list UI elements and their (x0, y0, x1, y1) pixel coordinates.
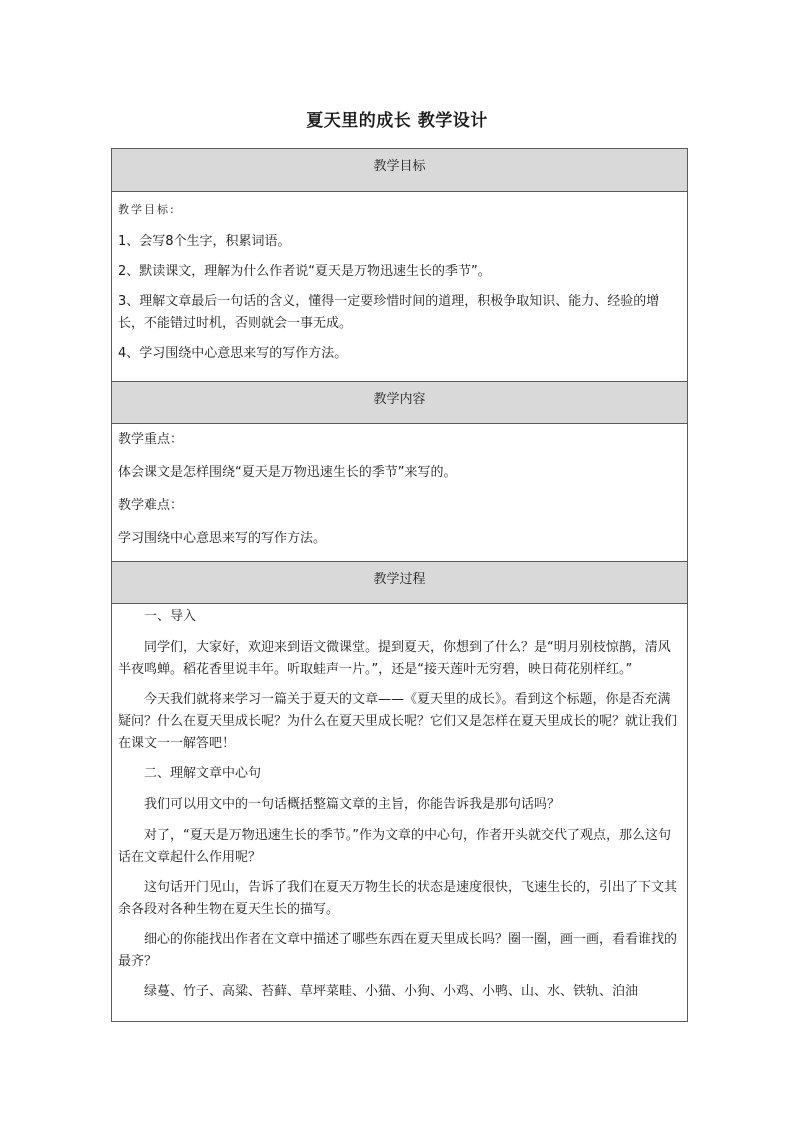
goal-item: 1、会写8个生字，积累词语。 (118, 234, 291, 249)
process-paragraph: 这句话开门见山，告诉了我们在夏天万物生长的状态是速度很快，飞速生长的，引出了下文其余各段对各种生物在夏天生长的描写。 (118, 880, 678, 917)
section-process-heading: 教学过程 (112, 561, 687, 604)
document-title: 夏天里的成长 教学设计 (306, 111, 488, 131)
section-content-body (112, 424, 687, 561)
process-paragraph: 对了，“夏天是万物迅速生长的季节。”作为文章的中心句，作者开头就交代了观点，那么这句话在文章起什么作用呢？ (118, 828, 671, 865)
goals-label: 教学目标: (118, 203, 176, 216)
process-paragraph: 今天我们就将来学习一篇关于夏天的文章——《夏天里的成长》。看到这个标题，你是否充满疑问？什么在夏天里成长呢？为什么在夏天里成长呢？它们又是怎样在夏天里成长的呢？就让我们在课文一一解答吧！ (118, 692, 678, 751)
section-goals-body (112, 192, 687, 381)
section-content-heading: 教学内容 (112, 381, 687, 424)
section-process-body (112, 604, 687, 1003)
difficult-point-text: 学习围绕中心意思来写的写作方法。 (118, 531, 327, 546)
difficult-point-label: 教学难点： (118, 498, 184, 513)
process-paragraph: 我们可以用文中的一句话概括整篇文章的主旨，你能告诉我是那句话吗？ (144, 797, 561, 812)
goal-item: 3、理解文章最后一句话的含义，懂得一定要珍惜时间的道理，积极争取知识、能力、经验的增长，不能错过时机，否则就会一事无成。 (118, 294, 660, 331)
lesson-plan-table (111, 148, 688, 1022)
goal-item: 2、默读课文，理解为什么作者说“夏天是万物迅速生长的季节”。 (118, 264, 491, 279)
process-heading-intro: 一、导入 (144, 609, 197, 624)
goal-item: 4、学习围绕中心意思来写的写作方法。 (118, 346, 348, 361)
process-paragraph: 绿蔓、竹子、高粱、苔藓、草坪菜畦、小猫、小狗、小鸡、小鸭、山、水、铁轨、泊油 (144, 984, 639, 999)
section-goals-heading: 教学目标 (112, 149, 687, 192)
process-paragraph: 同学们，大家好，欢迎来到语文微课堂。提到夏天，你想到了什么？是“明月别枝惊鹊，清风半夜鸣蝉。稻花香里说丰年。听取蛙声一片。”，还是“接天莲叶无穷碧，映日荷花别样红。” (118, 640, 671, 677)
key-point-label: 教学重点： (118, 432, 184, 447)
key-point-text: 体会课文是怎样围绕“夏天是万物迅速生长的季节”来写的。 (118, 465, 457, 480)
process-paragraph: 细心的你能找出作者在文章中描述了哪些东西在夏天里成长吗？圈一圈，画一画，看看谁找的最齐？ (118, 932, 678, 969)
process-heading-central-sentence: 二、理解文章中心句 (144, 766, 262, 781)
